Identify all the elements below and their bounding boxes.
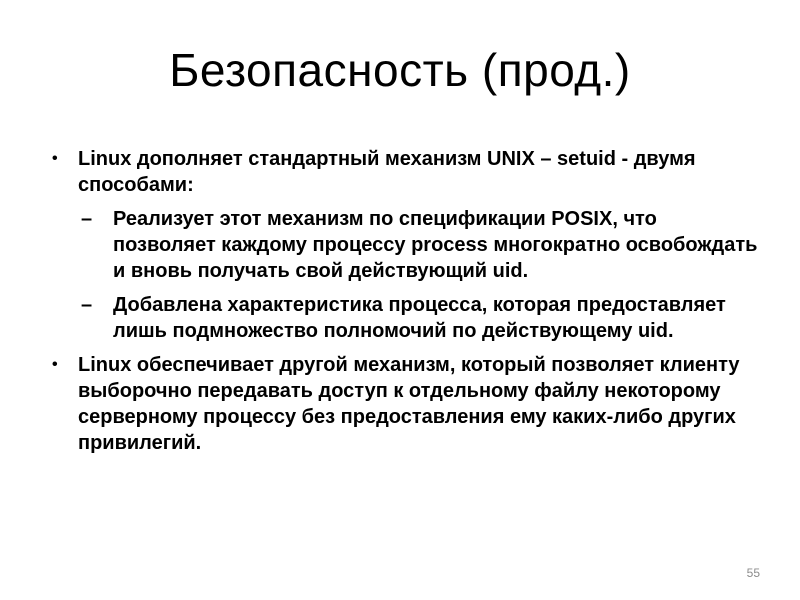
dash-marker: – xyxy=(81,294,93,316)
bullet-item xyxy=(48,352,758,456)
slide-title: Безопасность (прод.) xyxy=(169,44,631,96)
bullet-marker: • xyxy=(52,150,58,167)
bullet-list xyxy=(48,146,758,464)
page-number: 55 xyxy=(746,566,760,580)
bullet-marker: • xyxy=(52,356,58,373)
sub-bullet-item xyxy=(48,292,758,344)
bullet-text: Добавлена характеристика процесса, которая предоставляет лишь подмножество полномочий по действующему uid. xyxy=(113,294,726,342)
bullet-text: Реализует этот механизм по спецификации POSIX, что позволяет каждому процессу process многократно освобождать и вновь получать свой действующий uid. xyxy=(113,208,758,282)
dash-marker: – xyxy=(81,208,93,230)
bullet-text: Linux обеспечивает другой механизм, который позволяет клиенту выборочно передавать доступ к отдельному файлу некоторому серверному процессу без предоставления ему каких-либо других привилегий. xyxy=(78,354,740,454)
sub-bullet-item xyxy=(48,206,758,284)
bullet-text: Linux дополняет стандартный механизм UNIX – setuid - двумя способами: xyxy=(78,148,696,196)
bullet-item xyxy=(48,146,758,198)
